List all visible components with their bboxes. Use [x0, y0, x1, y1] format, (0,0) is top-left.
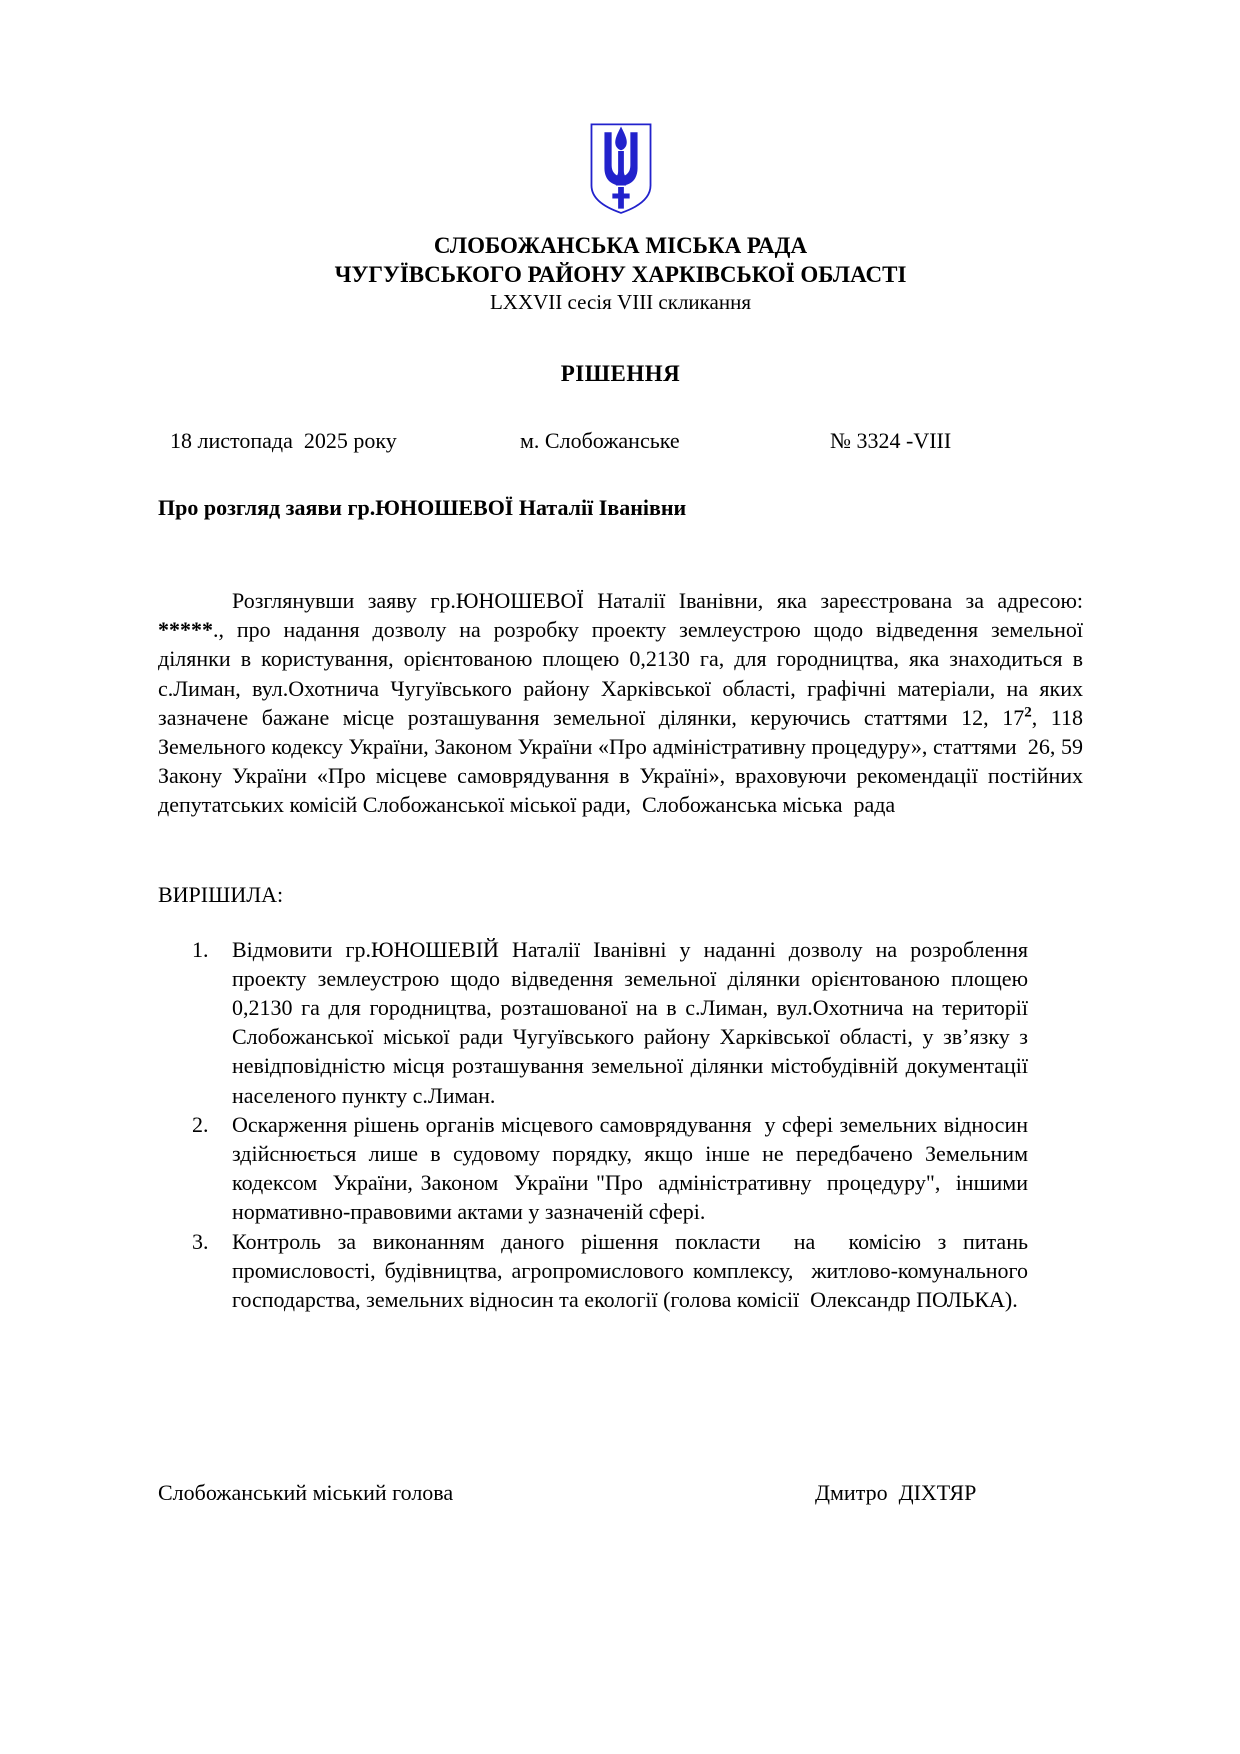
preamble-paragraph — [158, 586, 1089, 820]
resolution-list — [158, 935, 1034, 1315]
preamble-text-mid: ., про надання дозволу на розробку проекту землеустрою щодо відведення земельної ділянки в користування, орієнтованою площею 0,2130 га, для городництва, яка знаходиться в с.Лиман, вул.Охотнича Чугуївського району Харківської області, графічні матеріали, на яких зазначене бажане місце розташування земельної ділянки, керуючись статтями 12, 17 — [158, 617, 1089, 730]
org-name-line1: СЛОБОЖАНСЬКА МІСЬКА РАДА — [433, 233, 808, 258]
document-place: м. Слобожанське — [520, 428, 680, 453]
session-line: LXXVII сесія VIII скликання — [489, 290, 752, 314]
meta-row — [158, 426, 1083, 455]
document-subject: Про розгляд заяви гр.ЮНОШЕВОЇ Наталії Іванівни — [158, 495, 687, 520]
signatory-title: Слобожанський міський голова — [158, 1480, 454, 1505]
preamble-text-after: , 118 Земельного кодексу України, Законом України «Про адміністративну процедуру», статтями 26, 59 Закону України «Про місцеве самоврядування в Україні», враховуючи рекомендації постійних депутатських комісій Слобожанської міської ради, Слобожанська міська рада — [158, 704, 1089, 818]
document-type-title: РІШЕННЯ — [560, 361, 681, 386]
resolution-item-2: Оскарження рішень органів місцевого самоврядування у сфері земельних відносин здійснюється лише в судовому порядку, якщо інше не передбачено Земельним кодексом України, Законом України "Про адміністративну процедуру", іншими нормативно-правовими актами у зазначеній сфері. — [232, 1111, 1034, 1225]
document-number: № 3324 -VIII — [830, 428, 952, 453]
preamble-text-before-stars: Розглянувши заяву гр.ЮНОШЕВОЇ Наталії Іванівни, яка зареєстрована за адресою: — [232, 588, 1089, 613]
emblem-container — [158, 0, 1083, 221]
resolution-item-1: Відмовити гр.ЮНОШЕВІЙ Наталії Іванівні у наданні дозволу на розроблення проекту землеустрою щодо відведення земельної ділянки орієнтованою площею 0,2130 га для городництва, розташованої на в с.Лиман, вул.Охотнича на території Слобожанської міської ради Чугуївського району Харківської області, у зв’язку з невідповідністю місця розташування земельної ділянки містобудівній документації населеного пункту с.Лиман. — [232, 936, 1034, 1108]
org-name-line2: ЧУГУЇВСЬКОГО РАЙОНУ ХАРКІВСЬКОЇ ОБЛАСТІ — [334, 262, 907, 287]
signatory-name: Дмитро ДІХТЯР — [815, 1480, 977, 1505]
resolved-label: ВИРІШИЛА: — [158, 881, 284, 907]
emblem-trident-shape — [604, 127, 637, 209]
resolution-item-3: Контроль за виконанням даного рішення покласти на комісію з питань промисловості, будівництва, агропромислового комплексу, житлово-комунального господарства, земельних відносин та екології (голова комісії Олександр ПОЛЬКА). — [232, 1228, 1034, 1313]
article-superscript: 2 — [1024, 704, 1032, 721]
document-date: 18 листопада 2025 року — [170, 428, 397, 453]
document-content — [158, 0, 1089, 1314]
redacted-address-stars: ***** — [158, 617, 213, 643]
ukraine-trident-emblem-icon — [585, 122, 657, 216]
